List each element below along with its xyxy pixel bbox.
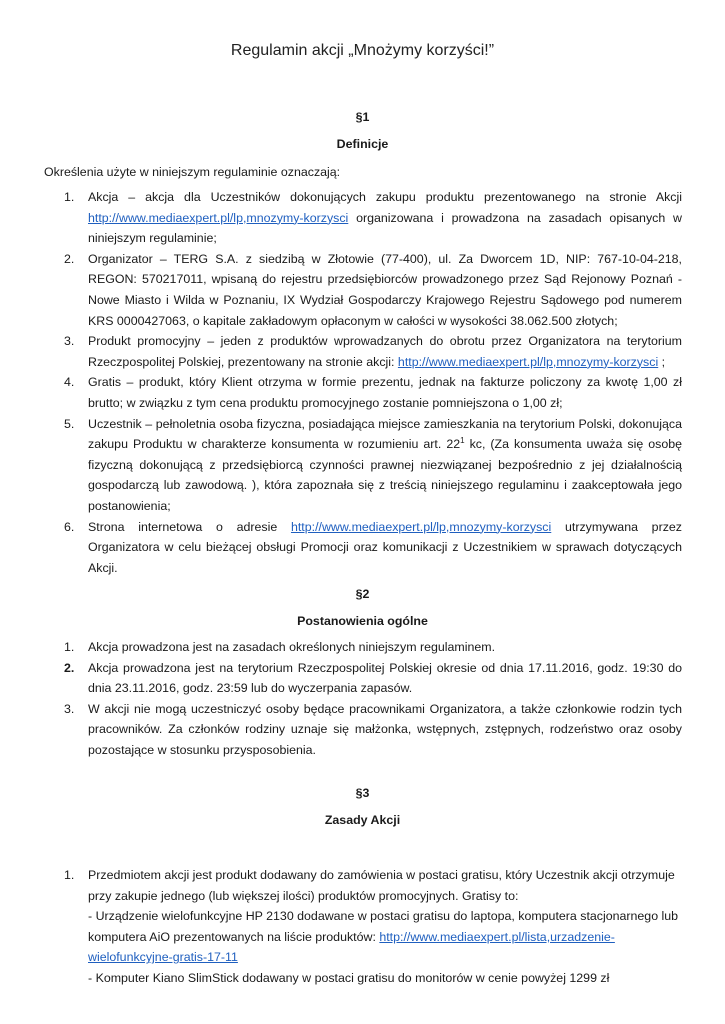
section-2-heading: Postanowienia ogólne xyxy=(297,614,428,628)
item-number: 6. xyxy=(64,519,75,534)
section-3-heading: Zasady Akcji xyxy=(324,813,401,827)
item-text: utrzymywana przez Organizatora w celu bieżącej obsługi Promocji oraz komunikacji z Uczestnikiem w sprawach dotyczących Akcji. xyxy=(88,519,682,575)
list-item xyxy=(64,414,682,517)
item-text: Gratis – produkt, który Klient otrzyma w formie prezentu, jednak na fakturze policzony za kwotę 1,00 zł brutto; w związku z tym cena produktu promocyjnego zostanie pomniejszona o 1,00 zł; xyxy=(88,375,682,410)
item-number: 4. xyxy=(64,375,75,390)
campaign-link[interactable]: http://www.mediaexpert.pl/lp,mnozymy-korzysci xyxy=(290,519,552,534)
item-text: Akcja – akcja dla Uczestników dokonujących zakupu produktu prezentowanego na stronie Akcji xyxy=(88,190,682,204)
item-number: 1. xyxy=(64,640,75,654)
list-item xyxy=(64,372,682,413)
item-number: 1. xyxy=(64,190,75,204)
gratis-line-1 xyxy=(88,906,682,968)
section-1-intro: Określenia użyte w niniejszym regulaminie oznaczają: xyxy=(44,165,341,179)
list-item xyxy=(64,187,682,249)
list-item xyxy=(64,331,682,372)
section-1-sign: §1 xyxy=(355,110,370,124)
list-item xyxy=(64,658,682,699)
item-number: 3. xyxy=(64,701,75,716)
item-text: Strona internetowa o adresie xyxy=(88,519,291,534)
item-text: - Urządzenie wielofunkcyjne HP 2130 dodawane w postaci gratisu do laptopa, komputera stacjonarnego lub komputera AiO prezentowanych na liście produktów: xyxy=(88,909,679,944)
list-item xyxy=(64,637,682,658)
list-item xyxy=(64,249,682,331)
item-text: Przedmiotem akcji jest produkt dodawany do zamówienia w postaci gratisu, który Uczestnik akcji otrzymuje przy zakupie jednego (lub większej ilości) produktów promocyjnych. Gratisy to: xyxy=(88,868,675,903)
item-text: W akcji nie mogą uczestniczyć osoby będące pracownikami Organizatora, a także członkowie rodzin tych pracowników. Za członków rodziny uznaje się małżonka, wstępnych, zstępnych, rodzeństwo oraz osoby pozostające w stosunku przysposobienia. xyxy=(88,701,682,757)
section-3-list xyxy=(64,865,682,989)
document-title: Regulamin akcji „Mnożymy korzyści!” xyxy=(230,42,495,59)
section-3-sign: §3 xyxy=(355,786,370,800)
item-number: 1. xyxy=(64,868,75,882)
superscript: 1 xyxy=(460,436,465,445)
item-text: Organizator – TERG S.A. z siedzibą w Złotowie (77-400), ul. Za Dworcem 1D, NIP: 767-10-04-218, REGON: 570217011, wpisaną do rejestru przedsiębiorców prowadzonego przez Sąd Rejonowy Poznań - Nowe Miasto i Wilda w Poznaniu, IX Wydział Gospodarczy Krajowego Rejestru Sądowego pod numerem KRS 0000427063, o kapitale zakładowym opłaconym w całości w wysokości 38.062.500 złotych; xyxy=(88,251,682,328)
section-1-heading: Definicje xyxy=(336,137,389,151)
list-item xyxy=(64,517,682,579)
list-item xyxy=(64,699,682,761)
product-list-link[interactable]: http://www.mediaexpert.pl/lista,urzadzenie-wielofunkcyjne-gratis-17-11 xyxy=(88,929,615,965)
item-text: organizowana i prowadzona na zasadach opisanych w niniejszym regulaminie; xyxy=(88,210,682,246)
item-text: Produkt promocyjny – jeden z produktów wprowadzanych do obrotu przez Organizatora na terytorium Rzeczpospolitej Polskiej, prezentowany na stronie akcji: xyxy=(88,334,682,369)
campaign-link[interactable]: http://www.mediaexpert.pl/lp,mnozymy-korzysci xyxy=(397,354,659,369)
section-2-sign: §2 xyxy=(355,587,370,601)
list-item xyxy=(64,865,682,989)
item-text: Akcja prowadzona jest na terytorium Rzeczpospolitej Polskiej okresie od dnia 17.11.2016, godz. 19:30 do dnia 23.11.2016, godz. 23:59 lub do wyczerpania zapasów. xyxy=(88,660,682,696)
item-text: Uczestnik – pełnoletnia osoba fizyczna, posiadająca miejsce zamieszkania na terytorium Polski, dokonująca zakupu Produktu w charakterze konsumenta w rozumieniu art. 22 xyxy=(88,416,682,452)
item-text: kc, (Za konsumenta uważa się osobę fizyczną dokonującą z przedsiębiorcą czynności prawnej niezwiązanej bezpośrednio z jej działalnością gospodarczą lub zawodową. ), która zapoznała się z treścią niniejszego regulaminu i zaakceptowała jego postanowienia; xyxy=(88,437,682,513)
item-text: ; xyxy=(658,354,666,369)
item-text: Akcja prowadzona jest na zasadach określonych niniejszym regulaminem. xyxy=(88,640,496,654)
campaign-link[interactable]: http://www.mediaexpert.pl/lp,mnozymy-korzysci xyxy=(88,210,349,225)
section-2-list xyxy=(64,637,682,761)
gratis-line-2: - Komputer Kiano SlimStick dodawany w postaci gratisu do monitorów w cenie powyżej 1299 zł xyxy=(88,970,610,985)
item-number: 3. xyxy=(64,334,75,349)
item-number: 2. xyxy=(64,251,75,266)
item-number: 2. xyxy=(64,660,75,675)
section-1-list xyxy=(64,187,682,578)
item-number: 5. xyxy=(64,416,75,431)
